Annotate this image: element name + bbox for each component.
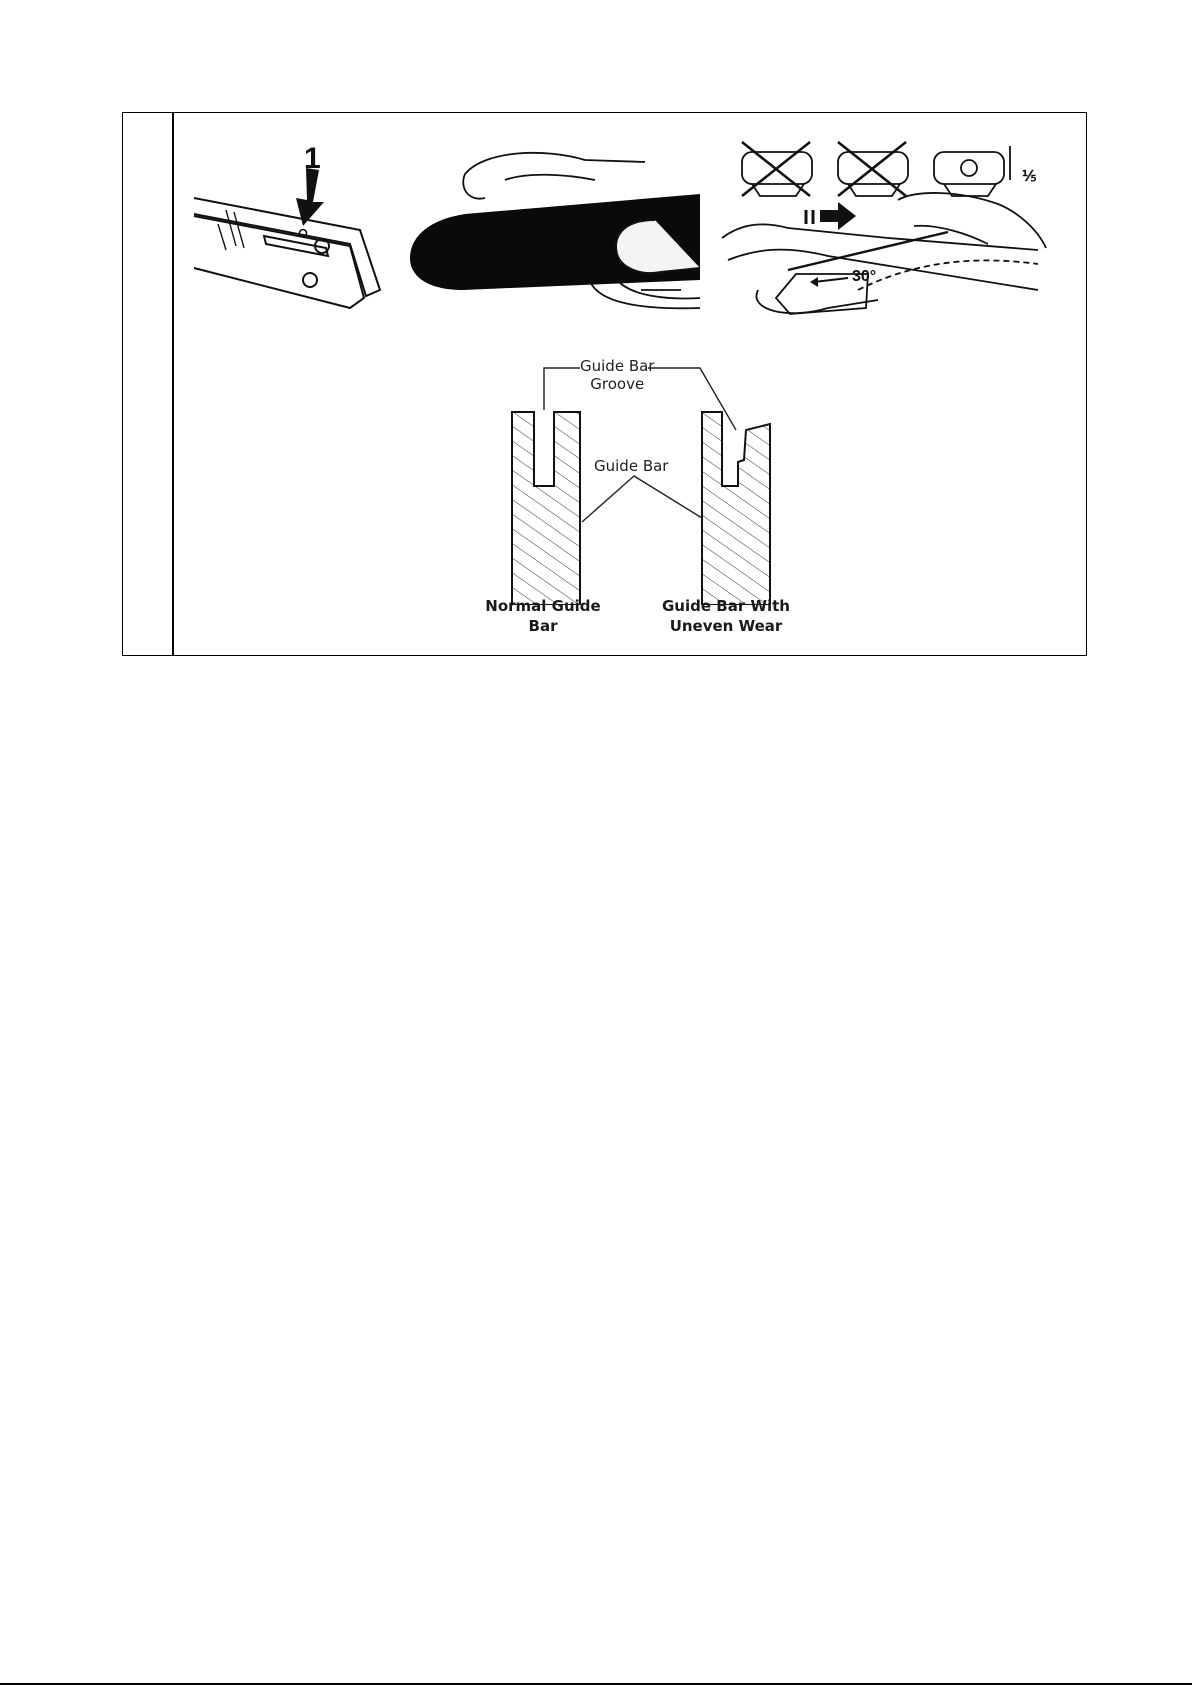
hand-checking-guide-bar-illustration (405, 150, 700, 315)
uneven-wear-caption-line2: Uneven Wear (669, 617, 783, 635)
filing-depth-fraction-label: ⅕ (1022, 168, 1037, 185)
guide-bar-groove-label-line2: Groove (590, 375, 645, 393)
guide-bar-groove-label-line1: Guide Bar (580, 357, 655, 375)
guide-bar-wear-diagram (480, 360, 810, 605)
normal-guide-bar-caption (484, 596, 602, 636)
normal-guide-bar-caption-line1: Normal Guide (485, 597, 601, 615)
table-column-divider (172, 113, 174, 655)
chain-file-sharpening-illustration (718, 140, 1058, 325)
uneven-wear-caption-line1: Guide Bar With (662, 597, 790, 615)
callout-number-1: 1 (304, 142, 321, 175)
sharpening-angle-label: 30° (852, 268, 877, 285)
guide-bar-groove-label (580, 357, 654, 393)
uneven-wear-caption (656, 596, 796, 636)
normal-guide-bar-caption-line2: Bar (528, 617, 558, 635)
guide-bar-oil-hole-illustration (190, 140, 400, 325)
guide-bar-label: Guide Bar (594, 457, 669, 475)
